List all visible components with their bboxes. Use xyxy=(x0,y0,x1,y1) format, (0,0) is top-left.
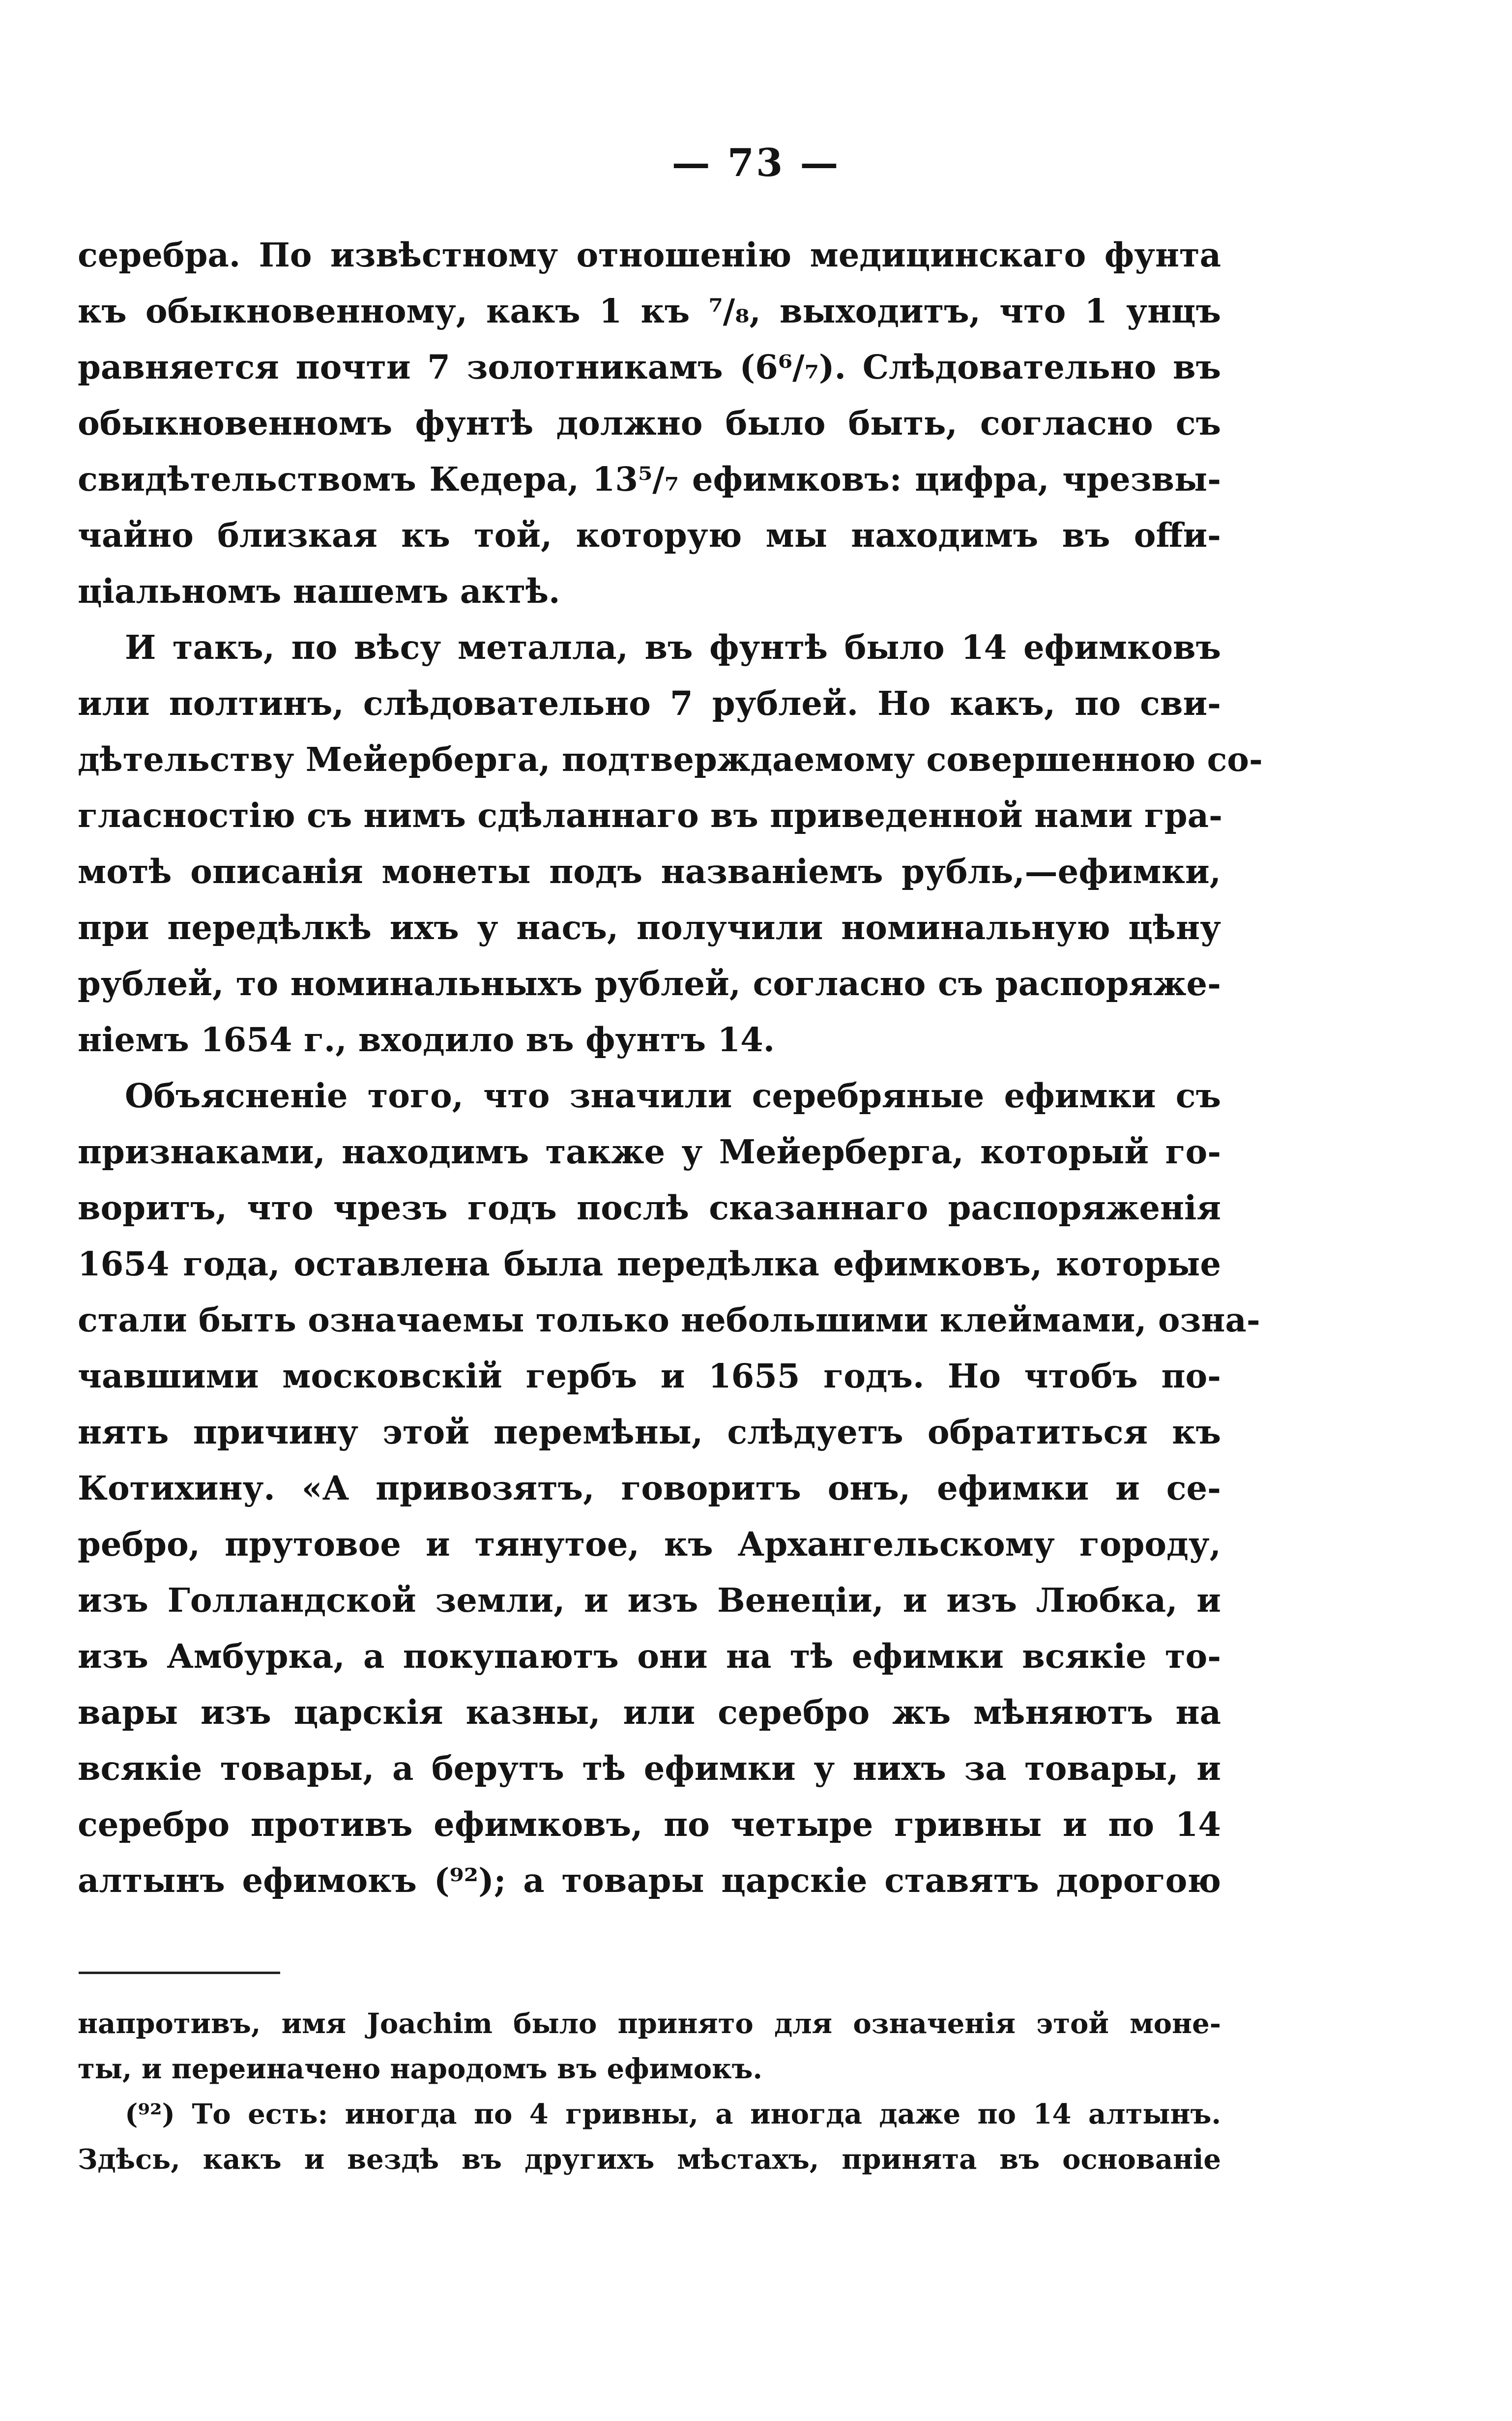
text-line: гласностію съ нимъ сдѣланнаго въ приведенной нами гра- xyxy=(78,796,1222,835)
text-line: нять причину этой перемѣны, слѣдуетъ обратиться къ xyxy=(78,1413,1221,1451)
page-number: — 73 — xyxy=(671,141,841,185)
text-line: всякіе товары, а берутъ тѣ ефимки у нихъ за товары, и xyxy=(78,1749,1221,1788)
text-line: чавшими московскій гербъ и 1655 годъ. Но чтобъ по- xyxy=(78,1357,1221,1395)
text-line: обыкновенномъ фунтѣ должно было быть, согласно съ xyxy=(78,404,1221,443)
text-line: воритъ, что чрезъ годъ послѣ сказаннаго распоряженія xyxy=(78,1188,1221,1227)
text-line: мотѣ описанія монеты подъ названіемъ рубль,—ефимки, xyxy=(78,852,1221,891)
text-line: признаками, находимъ также у Мейерберга, который го- xyxy=(78,1132,1221,1171)
text-line: къ обыкновенному, какъ 1 къ ⁷/₈, выходитъ, что 1 унцъ xyxy=(78,292,1221,330)
text-line: вары изъ царскія казны, или серебро жъ мѣняютъ на xyxy=(78,1693,1221,1732)
text-line: алтынъ ефимокъ (⁹²); а товары царскіе ставятъ дорогою xyxy=(78,1861,1221,1900)
text-line: серебро противъ ефимковъ, по четыре гривны и по 14 xyxy=(78,1805,1221,1844)
text-line: изъ Голландской земли, и изъ Венеціи, и изъ Любка, и xyxy=(78,1581,1221,1620)
text-line: рублей, то номинальныхъ рублей, согласно съ распоряже- xyxy=(78,964,1221,1003)
text-line: стали быть означаемы только небольшими клеймами, озна- xyxy=(78,1300,1260,1339)
paragraph-first-line: Объясненіе того, что значили серебряные ефимки съ xyxy=(125,1076,1221,1115)
text-line: или полтинъ, слѣдовательно 7 рублей. Но какъ, по сви- xyxy=(78,684,1221,723)
text-line: чайно близкая къ той, которую мы находимъ въ offи- xyxy=(78,516,1221,555)
text-line: при передѣлкѣ ихъ у насъ, получили номинальную цѣну xyxy=(78,908,1221,947)
text-line: ніемъ 1654 г., входило въ фунтъ 14. xyxy=(78,1020,775,1059)
main-text xyxy=(78,227,1263,1909)
text-line: изъ Амбурка, а покупаютъ они на тѣ ефимки всякіе то- xyxy=(78,1637,1221,1676)
footnote-line: (⁹²) То есть: иногда по 4 гривны, а иногда даже по 14 алтынъ. xyxy=(125,2098,1221,2130)
text-line: Котихину. «А привозятъ, говоритъ онъ, ефимки и се- xyxy=(78,1469,1221,1507)
text-line: ціальномъ нашемъ актѣ. xyxy=(78,572,560,611)
footnote-divider xyxy=(79,1972,280,1974)
text-line: серебра. По извѣстному отношенію медицинскаго фунта xyxy=(78,236,1221,274)
paragraph-first-line: И такъ, по вѣсу металла, въ фунтѣ было 14 ефимковъ xyxy=(125,628,1221,667)
footnote-line: ты, и переиначено народомъ въ ефимокъ. xyxy=(78,2053,762,2085)
footnotes xyxy=(78,2001,1221,2182)
footnote-line: напротивъ, имя Joachim было принято для означенія этой моне- xyxy=(78,2008,1221,2040)
text-line: ребро, прутовое и тянутое, къ Архангельскому городу, xyxy=(78,1525,1221,1564)
footnote-line: Здѣсь, какъ и вездѣ въ другихъ мѣстахъ, принята въ основаніе xyxy=(78,2143,1221,2176)
text-line: 1654 года, оставлена была передѣлка ефимковъ, которые xyxy=(78,1244,1221,1283)
text-line: равняется почти 7 золотникамъ (6⁶/₇). Слѣдовательно въ xyxy=(78,348,1221,386)
text-line: дѣтельству Мейерберга, подтверждаемому совершенною со- xyxy=(78,740,1263,779)
text-line: свидѣтельствомъ Кедера, 13⁵/₇ ефимковъ: цифра, чрезвы- xyxy=(78,460,1221,499)
